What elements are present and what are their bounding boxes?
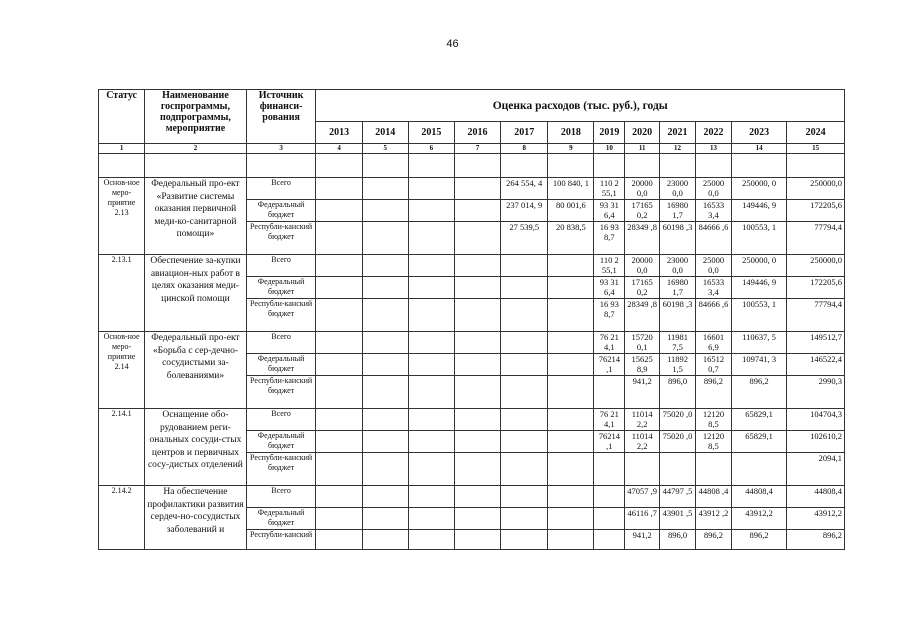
value-cell	[594, 453, 625, 486]
budget-table	[98, 89, 845, 550]
status-cell: 2.14.2	[99, 486, 145, 550]
value-cell: 896,2	[731, 376, 786, 409]
column-number: 14	[731, 144, 786, 154]
value-cell	[594, 508, 625, 530]
year-header: 2018	[548, 122, 594, 144]
value-cell	[548, 453, 594, 486]
value-cell: 84666 ,6	[696, 222, 732, 255]
value-cell	[362, 453, 408, 486]
value-cell	[408, 299, 454, 332]
value-cell: 149512,7	[787, 332, 845, 354]
value-cell: 896,2	[787, 530, 845, 550]
value-cell	[408, 508, 454, 530]
value-cell	[362, 409, 408, 431]
value-cell	[362, 354, 408, 376]
column-number: 1	[99, 144, 145, 154]
value-cell	[501, 354, 548, 376]
empty-cell	[362, 154, 408, 178]
value-cell	[454, 354, 500, 376]
empty-cell	[594, 154, 625, 178]
empty-cell	[660, 154, 696, 178]
value-cell	[548, 277, 594, 299]
status-cell: Основ-ное меро-приятие 2.14	[99, 332, 145, 409]
value-cell	[408, 277, 454, 299]
column-number: 13	[696, 144, 732, 154]
value-cell	[408, 200, 454, 222]
value-cell: 43912 ,2	[696, 508, 732, 530]
source-cell: Всего	[246, 486, 316, 508]
value-cell: 20000 0,0	[625, 178, 660, 200]
value-cell: 43901 ,5	[660, 508, 696, 530]
empty-cell	[548, 154, 594, 178]
value-cell: 76214 ,1	[594, 431, 625, 453]
value-cell	[316, 332, 362, 354]
column-number: 7	[454, 144, 500, 154]
status-cell: 2.13.1	[99, 255, 145, 332]
year-header: 2021	[660, 122, 696, 144]
value-cell: 47057 ,9	[625, 486, 660, 508]
value-cell	[454, 409, 500, 431]
value-cell	[362, 508, 408, 530]
value-cell: 80 001,6	[548, 200, 594, 222]
source-cell: Республи-канский	[246, 530, 316, 550]
value-cell: 237 014, 9	[501, 200, 548, 222]
column-number: 5	[362, 144, 408, 154]
value-cell: 60198 ,3	[660, 222, 696, 255]
value-cell: 12120 8,5	[696, 409, 732, 431]
empty-cell	[454, 154, 500, 178]
value-cell: 17165 0,2	[625, 277, 660, 299]
table-row	[99, 178, 845, 200]
value-cell: 11892 1,5	[660, 354, 696, 376]
value-cell: 100553, 1	[731, 222, 786, 255]
value-cell: 15720 0,1	[625, 332, 660, 354]
value-cell	[548, 409, 594, 431]
value-cell	[548, 508, 594, 530]
value-cell: 16 93 8,7	[594, 299, 625, 332]
value-cell	[548, 255, 594, 277]
header-row	[99, 90, 845, 122]
header-name: Наименование госпрограммы, подпрограммы, мероприятие	[145, 90, 247, 144]
empty-cell	[99, 154, 145, 178]
column-number: 15	[787, 144, 845, 154]
value-cell	[501, 332, 548, 354]
year-header: 2013	[316, 122, 362, 144]
value-cell: 172205,6	[787, 200, 845, 222]
value-cell	[316, 255, 362, 277]
year-header: 2019	[594, 122, 625, 144]
empty-cell	[787, 154, 845, 178]
source-cell: Всего	[246, 255, 316, 277]
value-cell: 250000, 0	[731, 255, 786, 277]
value-cell	[454, 277, 500, 299]
value-cell: 15625 8,9	[625, 354, 660, 376]
source-cell: Всего	[246, 178, 316, 200]
value-cell: 16533 3,4	[696, 277, 732, 299]
value-cell	[501, 530, 548, 550]
source-cell: Федеральный бюджет	[246, 354, 316, 376]
value-cell: 77794,4	[787, 222, 845, 255]
column-number: 2	[145, 144, 247, 154]
value-cell	[316, 486, 362, 508]
value-cell: 16980 1,7	[660, 277, 696, 299]
status-cell: Основ-ное меро-приятие 2.13	[99, 178, 145, 255]
empty-cell	[731, 154, 786, 178]
source-cell: Федеральный бюджет	[246, 431, 316, 453]
value-cell	[316, 178, 362, 200]
table-row	[99, 332, 845, 354]
value-cell	[316, 508, 362, 530]
column-number: 4	[316, 144, 362, 154]
value-cell: 2990,3	[787, 376, 845, 409]
value-cell	[362, 332, 408, 354]
value-cell: 100553, 1	[731, 299, 786, 332]
spacer-row	[99, 154, 845, 178]
column-number-row	[99, 144, 845, 154]
value-cell: 896,0	[660, 376, 696, 409]
value-cell: 941,2	[625, 376, 660, 409]
value-cell	[548, 431, 594, 453]
value-cell: 16512 0,7	[696, 354, 732, 376]
year-header: 2024	[787, 122, 845, 144]
source-cell: Республи-канский бюджет	[246, 222, 316, 255]
value-cell: 896,0	[660, 530, 696, 550]
source-cell: Всего	[246, 409, 316, 431]
program-name-cell: Обеспечение за-купки авиацион-ных работ в целях оказания меди-цинской помощи	[145, 255, 247, 332]
value-cell: 93 31 6,4	[594, 200, 625, 222]
program-name-cell: Оснащение обо-рудованием реги-ональных сосуди-стых центров и первичных сосу-дистых отделений	[145, 409, 247, 486]
value-cell	[408, 486, 454, 508]
value-cell	[408, 409, 454, 431]
value-cell	[454, 178, 500, 200]
value-cell	[696, 453, 732, 486]
column-number: 8	[501, 144, 548, 154]
value-cell	[362, 255, 408, 277]
value-cell: 84666 ,6	[696, 299, 732, 332]
value-cell	[362, 376, 408, 409]
value-cell	[408, 431, 454, 453]
value-cell	[501, 453, 548, 486]
year-header: 2014	[362, 122, 408, 144]
value-cell	[501, 431, 548, 453]
empty-cell	[145, 154, 247, 178]
header-status: Статус	[99, 90, 145, 144]
value-cell: 104704,3	[787, 409, 845, 431]
column-number: 10	[594, 144, 625, 154]
header-expenses: Оценка расходов (тыс. руб.), годы	[316, 90, 845, 122]
value-cell: 43912,2	[787, 508, 845, 530]
column-number: 9	[548, 144, 594, 154]
value-cell	[408, 255, 454, 277]
value-cell: 20 838,5	[548, 222, 594, 255]
value-cell	[316, 409, 362, 431]
column-number: 6	[408, 144, 454, 154]
value-cell	[501, 299, 548, 332]
source-cell: Федеральный бюджет	[246, 200, 316, 222]
value-cell	[454, 255, 500, 277]
value-cell: 28349 ,8	[625, 222, 660, 255]
value-cell	[316, 431, 362, 453]
value-cell	[501, 255, 548, 277]
column-number: 3	[246, 144, 316, 154]
value-cell	[454, 200, 500, 222]
header-source: Источник финанси-рования	[246, 90, 316, 144]
value-cell	[625, 453, 660, 486]
value-cell: 11981 7,5	[660, 332, 696, 354]
value-cell: 250000,0	[787, 178, 845, 200]
value-cell: 11014 2,2	[625, 409, 660, 431]
column-number: 12	[660, 144, 696, 154]
empty-cell	[696, 154, 732, 178]
value-cell	[501, 376, 548, 409]
value-cell	[594, 376, 625, 409]
value-cell	[362, 178, 408, 200]
value-cell: 110 2 55,1	[594, 255, 625, 277]
table-row	[99, 486, 845, 508]
value-cell: 896,2	[696, 530, 732, 550]
value-cell: 109741, 3	[731, 354, 786, 376]
value-cell	[408, 222, 454, 255]
value-cell	[548, 376, 594, 409]
column-number: 11	[625, 144, 660, 154]
value-cell	[316, 299, 362, 332]
source-cell: Республи-канский бюджет	[246, 299, 316, 332]
value-cell: 27 539,5	[501, 222, 548, 255]
value-cell	[501, 508, 548, 530]
value-cell	[316, 354, 362, 376]
value-cell: 44808,4	[787, 486, 845, 508]
year-header: 2016	[454, 122, 500, 144]
year-header: 2023	[731, 122, 786, 144]
value-cell: 100 840, 1	[548, 178, 594, 200]
source-cell: Федеральный бюджет	[246, 277, 316, 299]
value-cell	[454, 299, 500, 332]
value-cell	[408, 332, 454, 354]
empty-cell	[625, 154, 660, 178]
empty-cell	[316, 154, 362, 178]
value-cell	[548, 354, 594, 376]
value-cell	[454, 431, 500, 453]
value-cell: 46116 ,7	[625, 508, 660, 530]
value-cell	[454, 332, 500, 354]
value-cell: 20000 0,0	[625, 255, 660, 277]
value-cell	[316, 376, 362, 409]
value-cell: 44808 ,4	[696, 486, 732, 508]
value-cell	[316, 222, 362, 255]
value-cell	[548, 486, 594, 508]
value-cell: 77794,4	[787, 299, 845, 332]
value-cell	[362, 200, 408, 222]
value-cell	[454, 222, 500, 255]
source-cell: Федеральный бюджет	[246, 508, 316, 530]
value-cell	[454, 453, 500, 486]
value-cell	[362, 277, 408, 299]
value-cell: 23000 0,0	[660, 178, 696, 200]
value-cell: 16980 1,7	[660, 200, 696, 222]
value-cell: 2094,1	[787, 453, 845, 486]
table-row	[99, 409, 845, 431]
value-cell: 264 554, 4	[501, 178, 548, 200]
value-cell: 43912,2	[731, 508, 786, 530]
value-cell	[660, 453, 696, 486]
value-cell: 149446, 9	[731, 277, 786, 299]
program-name-cell: Федеральный про-ект «Борьба с сер-дечно-сосудистыми за-болеваниями»	[145, 332, 247, 409]
value-cell	[362, 431, 408, 453]
value-cell: 75020 ,0	[660, 409, 696, 431]
empty-cell	[408, 154, 454, 178]
value-cell	[316, 277, 362, 299]
value-cell: 23000 0,0	[660, 255, 696, 277]
value-cell: 25000 0,0	[696, 178, 732, 200]
year-header: 2015	[408, 122, 454, 144]
value-cell: 146522,4	[787, 354, 845, 376]
value-cell	[501, 486, 548, 508]
value-cell	[594, 486, 625, 508]
value-cell	[408, 354, 454, 376]
value-cell	[548, 299, 594, 332]
value-cell: 16533 3,4	[696, 200, 732, 222]
value-cell: 76 21 4,1	[594, 409, 625, 431]
value-cell	[316, 200, 362, 222]
value-cell: 896,2	[696, 376, 732, 409]
year-header: 2020	[625, 122, 660, 144]
value-cell: 25000 0,0	[696, 255, 732, 277]
value-cell	[454, 530, 500, 550]
value-cell: 11014 2,2	[625, 431, 660, 453]
value-cell: 44808,4	[731, 486, 786, 508]
value-cell	[548, 530, 594, 550]
value-cell	[408, 178, 454, 200]
value-cell	[548, 332, 594, 354]
value-cell: 76214 ,1	[594, 354, 625, 376]
source-cell: Всего	[246, 332, 316, 354]
value-cell: 149446, 9	[731, 200, 786, 222]
empty-cell	[246, 154, 316, 178]
source-cell: Республи-канский бюджет	[246, 453, 316, 486]
program-name-cell: На обеспечение профилактики развития сердеч-но-сосудистых заболеваний и	[145, 486, 247, 550]
value-cell	[362, 486, 408, 508]
value-cell: 172205,6	[787, 277, 845, 299]
value-cell: 60198 ,3	[660, 299, 696, 332]
value-cell: 76 21 4,1	[594, 332, 625, 354]
year-header: 2022	[696, 122, 732, 144]
value-cell: 75020 ,0	[660, 431, 696, 453]
value-cell: 110 2 55,1	[594, 178, 625, 200]
value-cell	[362, 299, 408, 332]
value-cell	[454, 376, 500, 409]
value-cell	[408, 376, 454, 409]
value-cell	[501, 277, 548, 299]
value-cell: 65829,1	[731, 409, 786, 431]
value-cell: 250000, 0	[731, 178, 786, 200]
value-cell	[454, 508, 500, 530]
value-cell: 17165 0,2	[625, 200, 660, 222]
table-row	[99, 255, 845, 277]
empty-cell	[501, 154, 548, 178]
value-cell: 110637, 5	[731, 332, 786, 354]
value-cell: 65829,1	[731, 431, 786, 453]
page-number: 46	[446, 38, 459, 50]
value-cell: 16 93 8,7	[594, 222, 625, 255]
value-cell: 44797 ,5	[660, 486, 696, 508]
value-cell	[316, 530, 362, 550]
value-cell: 16601 6,9	[696, 332, 732, 354]
value-cell: 250000,0	[787, 255, 845, 277]
value-cell	[362, 530, 408, 550]
status-cell: 2.14.1	[99, 409, 145, 486]
value-cell: 93 31 6,4	[594, 277, 625, 299]
source-cell: Республи-канский бюджет	[246, 376, 316, 409]
value-cell	[731, 453, 786, 486]
value-cell: 102610,2	[787, 431, 845, 453]
year-header: 2017	[501, 122, 548, 144]
program-name-cell: Федеральный про-ект «Развитие системы оказания первичной меди-ко-санитарной помощи»	[145, 178, 247, 255]
value-cell	[362, 222, 408, 255]
value-cell	[408, 453, 454, 486]
value-cell	[594, 530, 625, 550]
value-cell	[408, 530, 454, 550]
value-cell: 28349 ,8	[625, 299, 660, 332]
value-cell: 941,2	[625, 530, 660, 550]
value-cell	[316, 453, 362, 486]
value-cell: 896,2	[731, 530, 786, 550]
value-cell	[501, 409, 548, 431]
value-cell: 12120 8,5	[696, 431, 732, 453]
value-cell	[454, 486, 500, 508]
